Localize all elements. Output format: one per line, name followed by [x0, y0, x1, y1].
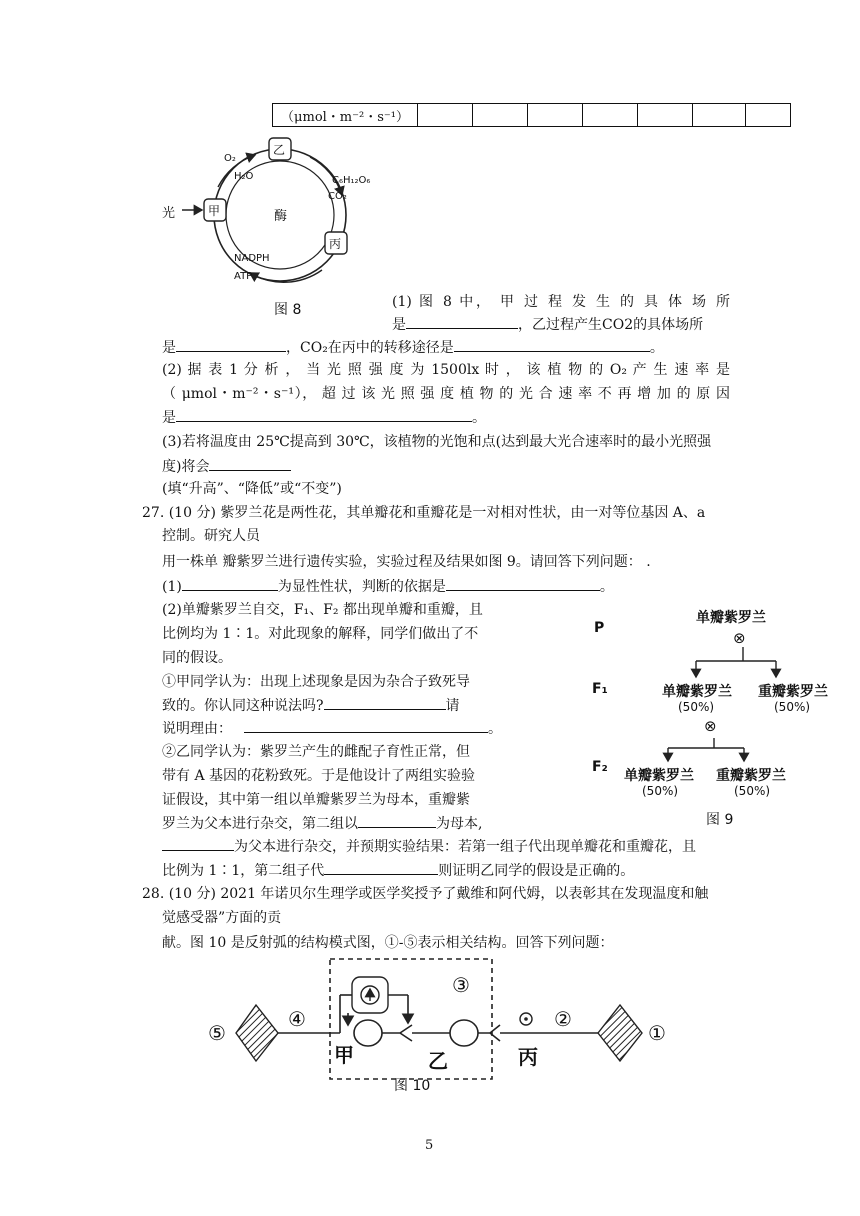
jia-box-label: 甲 [208, 204, 221, 218]
structure-2-label: ② [554, 1007, 572, 1031]
table-row [273, 104, 791, 127]
table-cell [473, 104, 528, 127]
light-label: 光 [162, 206, 176, 221]
q26-part1-line-b: 是 ，乙过程产生CO2的具体场所 [392, 314, 703, 335]
page-number: 5 [425, 1138, 434, 1153]
figure-10-caption: 图 10 [394, 1078, 431, 1094]
atp-label: ATP [234, 271, 253, 282]
q26-part2-line-a: (2) 据 表 1 分 析 ， 当 光 照 强 度 为 1500lx 时 ， 该 植 物 的 O₂ 产 生 速 率 是 [162, 362, 730, 378]
table-cell [746, 104, 791, 127]
enzyme-label: 酶 [274, 209, 288, 224]
yi-box-label: 乙 [273, 143, 286, 157]
answer-blank[interactable] [446, 576, 600, 591]
q27-line-4: (1) 为显性性状，判断的依据是 。 [162, 576, 614, 597]
q27-line-1: 27. (10 分) 紫罗兰花是两性花，其单瓣花和重瓣花是一对相对性状，由一对等位基因 A、a [142, 505, 706, 521]
q27-line-5: (2)单瓣紫罗兰自交，F₁、F₂ 都出现单瓣和重瓣，且 [162, 602, 483, 618]
f1-double-percent: (50%) [774, 700, 811, 714]
q27-line-11: ②乙同学认为：紫罗兰产生的雌配子育性正常，但 [162, 744, 470, 760]
structure-1-label: ① [648, 1021, 666, 1045]
table-cell [528, 104, 583, 127]
q26-part1-line-a: (1) 图 8 中， 甲 过 程 发 生 的 具 体 场 所 [392, 294, 730, 310]
gen-p-label: P [594, 620, 605, 636]
structure-5-label: ⑤ [208, 1021, 226, 1045]
answer-blank[interactable] [176, 337, 286, 352]
q26-part1-line-c: 是 ，CO₂在丙中的转移途径是 。 [162, 337, 664, 358]
figure-8-caption: 图 8 [274, 302, 302, 318]
nadph-label: NADPH [234, 253, 270, 264]
table-unit-cell: （μmol・m⁻²・s⁻¹） [273, 104, 418, 127]
q28-line-1: 28. (10 分) 2021 年诺贝尔生理学或医学奖授予了戴维和阿代姆，以表彰其在发现温度和触 [142, 886, 709, 902]
jia-label: 甲 [334, 1043, 354, 1067]
q27-line-16: 比例为 1∶1，第二组子代 则证明乙同学的假设是正确的。 [162, 860, 634, 881]
bing-label: 丙 [518, 1045, 538, 1069]
figure-8 [160, 135, 390, 320]
parent-single-label: 单瓣紫罗兰 [696, 610, 766, 626]
q27-line-2: 控制。研究人员 [162, 528, 260, 544]
answer-blank[interactable] [454, 337, 650, 352]
structure-4-label: ④ [288, 1007, 306, 1031]
figure-10 [200, 955, 670, 1095]
q27-line-9: 致的。你认同这种说法吗? 请 [162, 695, 460, 716]
f1-single-label: 单瓣紫罗兰 [662, 684, 732, 700]
f2-double-label: 重瓣紫罗兰 [716, 768, 786, 784]
q26-part2-line-c: 是 。 [162, 407, 486, 428]
q27-line-12: 带有 A 基因的花粉致死。于是他设计了两组实验验 [162, 768, 476, 784]
f2-single-percent: (50%) [642, 784, 679, 798]
answer-blank[interactable] [176, 407, 472, 422]
q28-line-3: 献。图 10 是反射弧的结构模式图，①-⑤表示相关结构。回答下列问题： [162, 935, 614, 951]
q26-part3-line-c: (填“升高”、“降低”或“不变”) [162, 481, 342, 497]
gen-f1-label: F₁ [592, 681, 608, 697]
figure-8-cycle-diagram [160, 135, 390, 320]
figure-9 [586, 605, 840, 835]
answer-blank[interactable] [406, 314, 518, 329]
answer-blank[interactable] [244, 718, 488, 733]
table-cell [583, 104, 638, 127]
answer-blank[interactable] [324, 860, 438, 875]
f1-double-label: 重瓣紫罗兰 [758, 684, 828, 700]
yi-label: 乙 [428, 1049, 448, 1073]
q26-part3-line-a: (3)若将温度由 25℃提高到 30℃，该植物的光饱和点(达到最大光合速率时的最小光照强 [162, 434, 712, 450]
glucose-label: C₆H₁₂O₆ [332, 175, 371, 186]
f2-single-label: 单瓣紫罗兰 [624, 768, 694, 784]
gen-f2-label: F₂ [592, 759, 608, 775]
q27-line-15: 为父本进行杂交，并预期实验结果：若第一组子代出现单瓣花和重瓣花，且 [162, 836, 696, 857]
f1-single-percent: (50%) [678, 700, 715, 714]
answer-blank[interactable] [182, 576, 278, 591]
answer-blank[interactable] [358, 813, 436, 828]
q27-line-7: 同的假设。 [162, 650, 232, 666]
self-cross-icon: ⊗ [704, 717, 717, 735]
light-rate-table [272, 103, 791, 127]
f2-double-percent: (50%) [734, 784, 771, 798]
q27-line-13: 证假设，其中第一组以单瓣紫罗兰为母本，重瓣紫 [162, 792, 470, 808]
bing-box-label: 丙 [329, 237, 342, 251]
structure-3-label: ③ [452, 973, 470, 997]
o2-label: O₂ [224, 153, 236, 164]
co2-label: CO₂ [328, 191, 347, 202]
q27-line-14: 罗兰为父本进行杂交，第二组以 为母本, [162, 813, 482, 834]
q28-line-2: 觉感受器”方面的贡 [162, 910, 282, 926]
q26-part2-line-b: （ μmol・m⁻²・s⁻¹）， 超 过 该 光 照 强 度 植 物 的 光 合 速 率 不 再 增 加 的 原 因 [162, 386, 730, 402]
table-cell [693, 104, 746, 127]
answer-blank[interactable] [162, 836, 234, 851]
table-cell [418, 104, 473, 127]
table-cell [638, 104, 693, 127]
figure-10-reflex-arc-diagram [200, 955, 670, 1095]
answer-blank[interactable] [324, 695, 446, 710]
answer-blank[interactable] [209, 456, 291, 471]
q27-line-10: 说明理由： 。 [162, 718, 502, 739]
h2o-label: H₂O [234, 171, 254, 182]
q27-line-8: ①甲同学认为：出现上述现象是因为杂合子致死导 [162, 674, 470, 690]
q26-part3-line-b: 度)将会 [162, 456, 291, 477]
self-cross-icon: ⊗ [733, 629, 746, 647]
q27-line-3: 用一株单 瓣紫罗兰进行遗传实验，实验过程及结果如图 9。请回答下列问题： . [162, 554, 651, 570]
figure-9-caption: 图 9 [706, 812, 734, 828]
q27-line-6: 比例均为 1∶1。对此现象的解释，同学们做出了不 [162, 626, 479, 642]
